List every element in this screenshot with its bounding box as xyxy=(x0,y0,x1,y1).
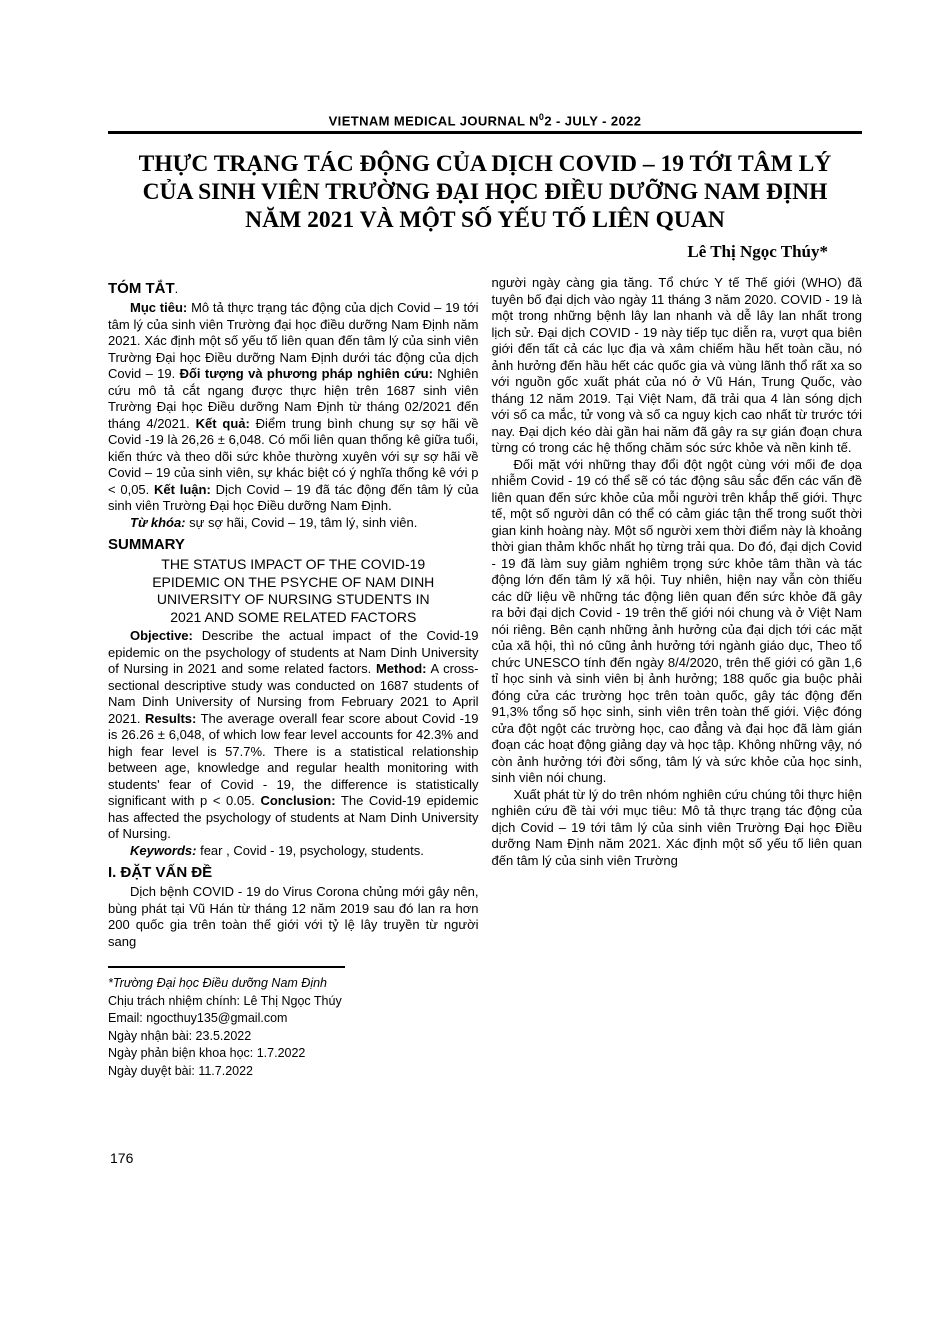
footnote-received-date: Ngày nhận bài: 23.5.2022 xyxy=(108,1028,252,1043)
abstract-results-label: Kết quả: xyxy=(195,415,250,431)
abstract-objective-text: Mô tả thực trạng tác động của dịch Covid – 19 tới tâm lý của sinh viên Trường đại học điều dưỡng Nam Định năm 2021. Xác định một số yếu tố liên quan đến tâm lý của sinh viên Trường Đại học Điều dưỡng Nam Định dưới tác động của dịch Covid – 19. xyxy=(108,300,479,382)
summary-subtitle-line-1: THE STATUS IMPACT OF THE COVID-19 xyxy=(161,556,426,573)
two-column-body xyxy=(108,275,862,1080)
header-rule xyxy=(108,131,862,134)
abstract-results-text: Điểm trung bình chung sự sợ hãi về Covid -19 là 26,26 ± 6,048. Có mối liên quan thống kê giữa tuổi, kiến thức và theo dõi sức khỏe thường xuyên với sự sợ hãi về Covid – 19 của sinh viên, sự khác biệt có ý nghĩa thống kê với p < 0,05. xyxy=(108,415,479,497)
abstract-heading-period: . xyxy=(174,281,179,297)
summary-keywords xyxy=(108,843,479,860)
abstract-method-label: Đối tượng và phương pháp nghiên cứu: xyxy=(179,366,433,382)
abstract-keywords-label: Từ khóa: xyxy=(130,514,186,530)
journal-header-prefix: VIETNAM MEDICAL JOURNAL N xyxy=(328,113,539,129)
page-content xyxy=(108,0,862,1080)
summary-subtitle xyxy=(108,556,479,626)
introduction-heading: I. ĐẶT VẤN ĐỀ xyxy=(108,864,213,882)
journal-header xyxy=(108,112,862,128)
article-title-line-2: CỦA SINH VIÊN TRƯỜNG ĐẠI HỌC ĐIỀU DƯỠNG NAM ĐỊNH xyxy=(142,179,828,206)
footnote-rule xyxy=(108,966,345,968)
abstract-paragraph xyxy=(108,300,479,515)
page-number: 176 xyxy=(110,1150,134,1166)
article-title-line-3: NĂM 2021 VÀ MỘT SỐ YẾU TỐ LIÊN QUAN xyxy=(245,207,725,234)
abstract-method-text: Nghiên cứu mô tả cắt ngang được thực hiện trên 1687 sinh viên Trường Đại học Điều dưỡng Nam Định từ tháng 02/2021 đến tháng 4/2021. xyxy=(108,366,479,431)
footnote-email: Email: ngocthuy135@gmail.com xyxy=(108,1011,288,1026)
abstract-keywords-text: sự sợ hãi, Covid – 19, tâm lý, sinh viên. xyxy=(189,514,418,530)
summary-results-label: Results: xyxy=(145,710,197,726)
body-paragraph-3: Xuất phát từ lý do trên nhóm nghiên cứu chúng tôi thực hiện nghiên cứu đề tài với mục tiêu: Mô tả thực trạng tác động của dịch Covid – 19 tới tâm lý của sinh viên Trường Đại học Điều dưỡng Nam Định năm 2021. Xác định một số yếu tố liên quan đến tâm lý của sinh viên Trường xyxy=(491,786,862,868)
abstract-conclusion-text: Dịch Covid – 19 đã tác động đến tâm lý của sinh viên Trường Đại học Điều dưỡng Nam Định. xyxy=(108,481,479,514)
summary-keywords-text: fear , Covid - 19, psychology, students. xyxy=(200,842,424,858)
summary-heading: SUMMARY xyxy=(108,536,185,554)
body-paragraph-2: Đối mặt với những thay đổi đột ngột cùng với mối đe dọa nhiễm Covid - 19 có thể sẽ có tác động sâu sắc đến các vấn đề liên quan đến sức khỏe của mỗi người trên khắp thế giới. Thực tế, một số người dân có thể có cảm giác tận thế trong suốt thời gian kinh hoàng này. Một số người xem thời điểm này là khoảng thời gian thảm khốc nhất họ từng trải qua. Do đó, đại dịch Covid - 19 đã làm suy giảm nghiêm trọng sức khỏe tâm thần và tác động lớn đến tâm lý xã hội. Tuy nhiên, hiện nay vẫn còn thiếu các dữ liệu về những tác động liên quan đến sức khỏe đã gây ra bởi đại dịch Covid - 19 trên thế giới nói chung và ở Việt Nam nói riêng. Bên cạnh những ảnh hưởng của đại dịch tới các mặt của xã hội, thì nó cũng ảnh hưởng tới ngành giáo dục, Theo tổ chức UNESCO tính đến ngày 8/4/2020, trên thế giới có gần 1,6 tỉ học sinh và sinh viên bị ảnh hưởng; 188 quốc gia buộc phải đóng cửa các trường học trên toàn quốc, gây tác động đến 91,3% tổng số học sinh, sinh viên trên toàn thế giới. Việc đóng cửa đột ngột các trường học, cao đẳng và đại học đã làm gián đoạn các hoạt động giảng dạy và học tập. Không những vậy, nó còn ảnh hưởng tới đời sống, tâm lý và sức khỏe của học sinh, sinh viên nói chung. xyxy=(491,456,862,786)
abstract-heading-text: TÓM TẮT xyxy=(108,280,175,298)
journal-header-superscript: 0 xyxy=(538,112,545,122)
footnote xyxy=(108,966,479,1080)
right-column xyxy=(492,275,863,1080)
author-name: Lê Thị Ngọc Thúy* xyxy=(687,242,828,262)
journal-header-suffix: 2 - JULY - 2022 xyxy=(544,113,642,129)
summary-conclusion-text: The Covid-19 epidemic has affected the psychology of students at Nam Dinh University of Nursing. xyxy=(108,793,479,842)
body-paragraph-1: người ngày càng gia tăng. Tổ chức Y tế Thế giới (WHO) đã tuyên bố đại dịch vào ngày 11 tháng 3 năm 2020. COVID - 19 là một trong những bệnh lây lan nhanh và dễ lây lan nhất trong lịch sử. Đại dịch COVID - 19 này tiếp tục diễn ra, vượt qua biên giới đến tất cả các lục địa và xâm chiếm hầu hết toàn cầu, nó ảnh hưởng đến hầu hết các quốc gia và vùng lãnh thổ rất xa so với nguồn gốc xuất phát của nó ở Vũ Hán, Trung Quốc, vào tháng 12 năm 2019. Tại Việt Nam, đã trải qua 4 làn sóng dịch với số ca mắc, tử vong và số ca nguy kịch cao nhất từ trước tới nay. Đại dịch kéo dài gần hai năm đã gây ra sự gián đoạn chưa từng có trong các hệ thống chăm sóc sức khỏe và nền kinh tế. xyxy=(491,275,862,456)
summary-subtitle-line-3: UNIVERSITY OF NURSING STUDENTS IN xyxy=(156,591,430,608)
abstract-objective-label: Mục tiêu: xyxy=(130,300,188,316)
left-column xyxy=(108,275,479,1080)
summary-paragraph xyxy=(108,628,479,843)
article-title xyxy=(108,150,862,234)
summary-results-text: The average overall fear score about Covid -19 is 26.26 ± 6,048, of which low fear level accounts for 42.3% and high fear level is 57.7%. There is a statistical relationship between age, knowledge and regular health monitoring with students' fear of Covid - 19, the difference is statistically significant with p < 0.05. xyxy=(108,710,479,809)
introduction-paragraph: Dịch bệnh COVID - 19 do Virus Corona chủng mới gây nên, bùng phát tại Vũ Hán từ tháng 12 năm 2019 sau đó lan ra hơn 200 quốc gia trên toàn thế giới với tỷ lệ lây truyền từ người sang xyxy=(108,884,479,949)
abstract-conclusion-label: Kết luận: xyxy=(154,481,211,497)
abstract-heading xyxy=(108,280,479,298)
summary-objective-label: Objective: xyxy=(130,628,193,644)
footnote-accepted-date: Ngày duyệt bài: 11.7.2022 xyxy=(108,1063,254,1078)
summary-keywords-label: Keywords: xyxy=(130,842,197,858)
summary-subtitle-line-4: 2021 AND SOME RELATED FACTORS xyxy=(170,608,417,625)
summary-method-text: A cross-sectional descriptive study was conducted on 1687 students of Nam Dinh University of Nursing from February 2021 to April 2021. xyxy=(108,661,479,726)
footnote-affiliation: *Trường Đại học Điều dưỡng Nam Định xyxy=(108,976,328,991)
summary-method-label: Method: xyxy=(375,661,427,677)
abstract-keywords xyxy=(108,515,479,532)
footnote-review-date: Ngày phản biện khoa học: 1.7.2022 xyxy=(108,1046,306,1061)
summary-objective-text: Describe the actual impact of the Covid-19 epidemic on the psychology of students at Nam Dinh University of Nursing in 2021 and some related factors. xyxy=(108,628,479,677)
summary-conclusion-label: Conclusion: xyxy=(260,793,336,809)
footnote-corresponding-author: Chịu trách nhiệm chính: Lê Thị Ngọc Thúy xyxy=(108,993,342,1008)
summary-subtitle-line-2: EPIDEMIC ON THE PSYCHE OF NAM DINH xyxy=(152,573,435,590)
article-title-line-1: THỰC TRẠNG TÁC ĐỘNG CỦA DỊCH COVID – 19 TỚI TÂM LÝ xyxy=(138,151,832,178)
